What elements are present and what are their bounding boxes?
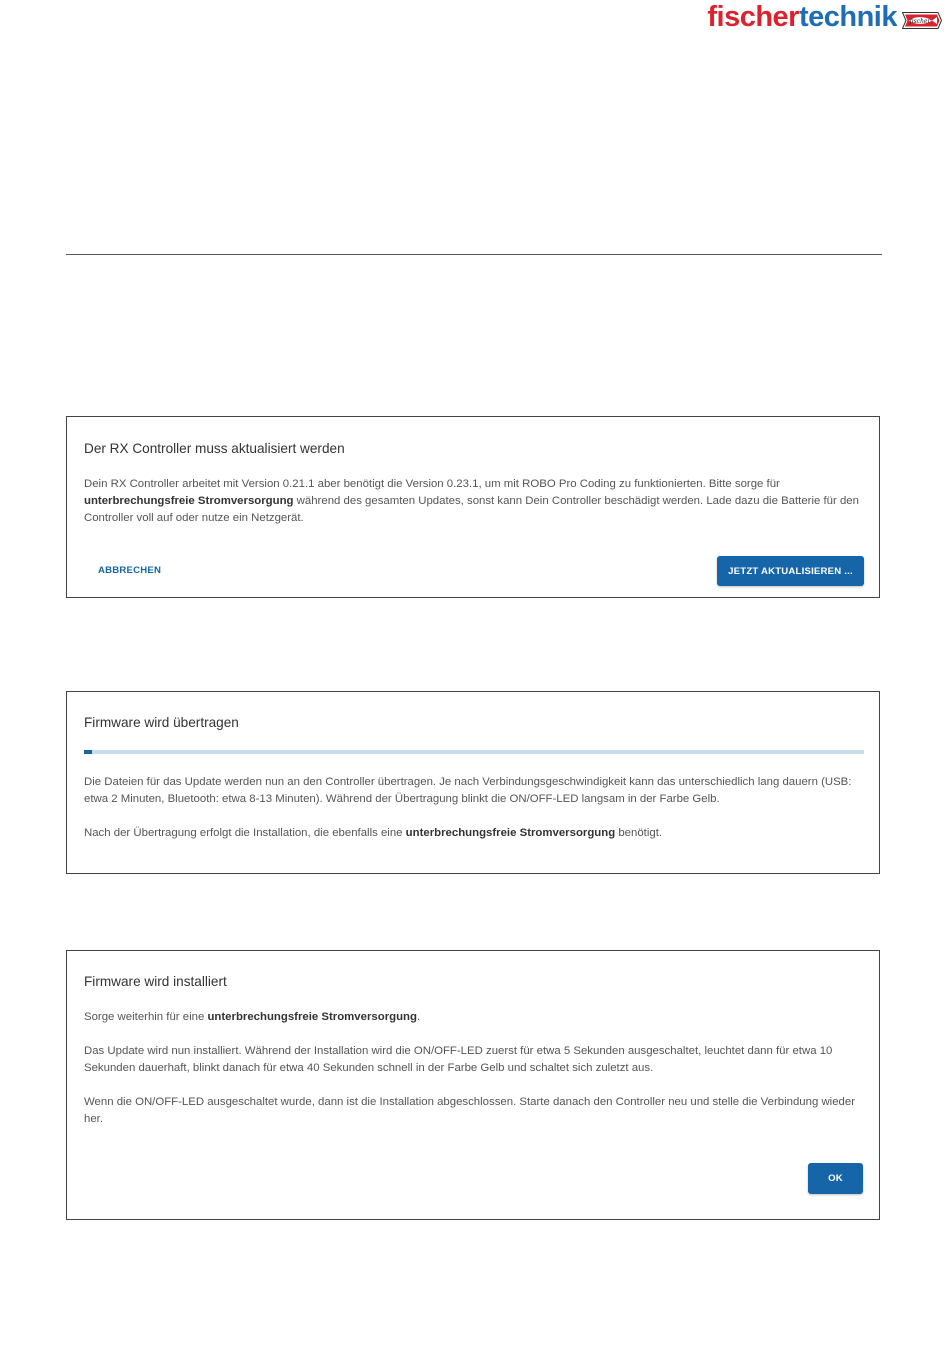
dialog-message: Dein RX Controller arbeitet mit Version 0.21.1 aber benötigt die Version 0.23.1, um mit ROBO Pro Coding zu funktionierten. Bitte sorge für unterbrechungsfreie Stromversorgung während des gesamten Updates, sonst kann Dein Controller beschädigt werden. Lade dazu die Batterie für den Controller voll auf oder nutze ein Netzgerät. — [84, 478, 859, 524]
firmware-install-dialog — [66, 950, 880, 1220]
firmware-transfer-dialog — [66, 691, 880, 874]
dialog-title: Firmware wird übertragen — [84, 715, 239, 730]
cancel-button[interactable]: ABBRECHEN — [98, 565, 162, 576]
header-divider — [66, 254, 882, 255]
transfer-progress-fill — [84, 750, 92, 754]
transfer-progress-bar — [84, 750, 864, 754]
dialog-message-emphasis: unterbrechungsfreie Stromversorgung — [207, 1011, 417, 1023]
dialog-message-emphasis: unterbrechungsfreie Stromversorgung — [405, 827, 616, 839]
dialog-message-emphasis: unterbrechungsfreie Stromversorgung — [84, 495, 294, 507]
svg-text:fischer: fischer — [909, 17, 931, 25]
logo-text-technik: technik — [798, 1, 897, 33]
dialog-message-finish: Wenn die ON/OFF-LED ausgeschaltet wurde, dann ist die Installation abgeschlossen. Starte danach den Controller neu und stelle die Verbindung wieder her. — [84, 1096, 856, 1125]
dialog-message: Die Dateien für das Update werden nun an den Controller übertragen. Je nach Verbindungsgeschwindigkeit kann das unterschiedlich lang dauern (USB: etwa 2 Minuten, Bluetooth: etwa 8-13 Minuten). Während der Übertragung blinkt die ON/OFF-LED langsam in der Farbe Gelb. — [84, 776, 852, 805]
logo-text-fischer: fischer — [707, 1, 799, 33]
dialog-message-note: Nach der Übertragung erfolgt die Installation, die ebenfalls eine unterbrechungsfreie Stromversorgung benötigt. — [84, 827, 663, 839]
ok-button[interactable]: OK — [808, 1163, 863, 1194]
dialog-title: Der RX Controller muss aktualisiert werden — [84, 441, 345, 456]
dialog-message-install: Das Update wird nun installiert. Während der Installation wird die ON/OFF-LED zuerst für etwa 5 Sekunden ausgeschaltet, leuchtet dann für etwa 10 Sekunden dauerhaft, blinkt danach für etwa 40 Sekunden schnell in der Farbe Gelb und schaltet sich zuletzt aus. — [84, 1045, 833, 1074]
update-now-button[interactable]: JETZT AKTUALISIEREN ... — [717, 556, 864, 586]
fischertechnik-logo — [707, 3, 942, 32]
update-required-dialog — [66, 416, 880, 598]
dialog-title: Firmware wird installiert — [84, 974, 227, 989]
fischer-fish-logo-icon — [902, 12, 942, 29]
dialog-message-power: Sorge weiterhin für eine unterbrechungsfreie Stromversorgung. — [84, 1011, 421, 1023]
